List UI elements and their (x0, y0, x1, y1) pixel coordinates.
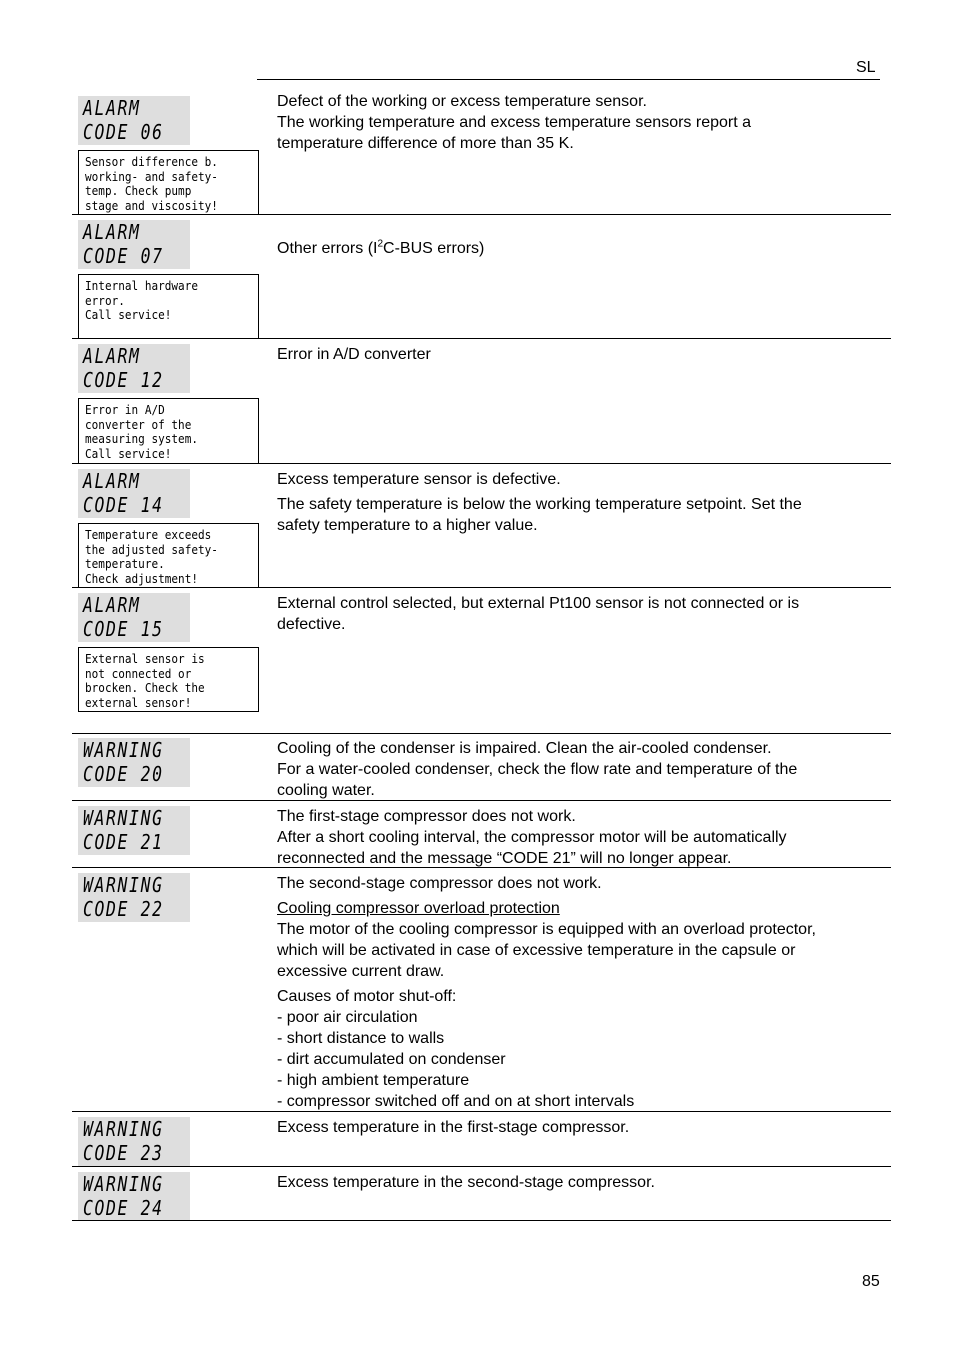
message-line: stage and viscosity! (85, 199, 218, 214)
message-line: Internal hardware (85, 279, 199, 293)
warning-description (277, 806, 877, 869)
warning-description (277, 873, 877, 1112)
lcd-display (78, 873, 190, 922)
message-line: brocken. Check the (85, 681, 205, 696)
desc-line: External control selected, but external Pt100 sensor is not connected or is (277, 595, 800, 612)
message-line: not connected or (85, 666, 192, 681)
cause-item: - high ambient temperature (277, 1072, 470, 1089)
desc-line: Cooling of the condenser is impaired. Clean the air-cooled condenser. (277, 740, 772, 757)
desc-text: C-BUS errors) (383, 240, 485, 257)
row-divider (72, 463, 891, 464)
lcd-line: CODE 15 (83, 617, 164, 641)
row-divider (72, 1220, 891, 1221)
header-rule (257, 79, 880, 80)
alarm-description (277, 593, 877, 635)
message-line: External sensor is (85, 652, 205, 666)
lcd-line: CODE 24 (83, 1196, 164, 1220)
row-divider (72, 214, 891, 215)
message-line: the adjusted safety- (85, 542, 218, 557)
desc-line: The first-stage compressor does not work. (277, 808, 576, 825)
desc-line: After a short cooling interval, the compressor motor will be automatically (277, 829, 787, 846)
lcd-line: ALARM (83, 593, 141, 617)
row-divider (72, 733, 891, 734)
lcd-line: WARNING (83, 1172, 164, 1196)
alarm-description (277, 469, 877, 536)
row-divider (72, 587, 891, 588)
alarm-description (277, 91, 877, 154)
message-line: Call service! (85, 308, 172, 323)
message-line: Check adjustment! (85, 572, 199, 587)
cause-item: - dirt accumulated on condenser (277, 1051, 506, 1068)
message-line: Sensor difference b. (85, 155, 218, 169)
desc-line: cooling water. (277, 782, 375, 799)
superscript: 2 (377, 238, 384, 250)
lcd-line: CODE 21 (83, 830, 164, 854)
message-box (78, 274, 259, 339)
desc-line: safety temperature to a higher value. (277, 517, 538, 534)
desc-line: Excess temperature sensor is defective. (277, 471, 561, 488)
message-line: Error in A/D (85, 403, 165, 417)
subheading: Cooling compressor overload protection (277, 900, 560, 917)
lcd-line: ALARM (83, 344, 141, 368)
desc-line: excessive current draw. (277, 963, 445, 980)
message-line: measuring system. (85, 432, 199, 447)
row-divider (72, 1111, 891, 1112)
lcd-display (78, 96, 190, 145)
desc-line: The working temperature and excess temperature sensors report a (277, 114, 752, 131)
message-line: error. (85, 293, 125, 308)
lcd-line: WARNING (83, 738, 164, 762)
lcd-line: ALARM (83, 220, 141, 244)
row-divider (72, 800, 891, 801)
message-line: converter of the (85, 417, 192, 432)
desc-line: The motor of the cooling compressor is equipped with an overload protector, (277, 921, 816, 938)
desc-line: which will be activated in case of excessive temperature in the capsule or (277, 942, 796, 959)
lcd-line: CODE 23 (83, 1141, 164, 1165)
lcd-line: ALARM (83, 96, 141, 120)
message-line: temp. Check pump (85, 184, 192, 199)
lcd-line: CODE 22 (83, 897, 164, 921)
message-box (78, 150, 259, 215)
row-divider (72, 867, 891, 868)
desc-text: Other errors (I (277, 240, 378, 257)
lcd-line: CODE 07 (83, 244, 164, 268)
desc-line: For a water-cooled condenser, check the flow rate and temperature of the (277, 761, 798, 778)
warning-description (277, 1117, 877, 1138)
page-number: 85 (862, 1273, 880, 1290)
message-box (78, 398, 259, 463)
cause-item: - short distance to walls (277, 1030, 445, 1047)
desc-line: Defect of the working or excess temperature sensor. (277, 93, 647, 110)
lcd-line: WARNING (83, 1117, 164, 1141)
row-divider (72, 1166, 891, 1167)
cause-item: - poor air circulation (277, 1009, 418, 1026)
lcd-line: ALARM (83, 469, 141, 493)
cause-item: - compressor switched off and on at short intervals (277, 1093, 635, 1110)
desc-line: temperature difference of more than 35 K. (277, 135, 574, 152)
message-line: working- and safety- (85, 169, 218, 184)
lcd-display (78, 1172, 190, 1221)
lcd-line: WARNING (83, 873, 164, 897)
message-line: external sensor! (85, 696, 192, 711)
desc-line: The second-stage compressor does not work. (277, 875, 602, 892)
lcd-display (78, 1117, 190, 1166)
lcd-line: WARNING (83, 806, 164, 830)
desc-line: The safety temperature is below the working temperature setpoint. Set the (277, 496, 802, 513)
message-box (78, 523, 259, 588)
message-line: Temperature exceeds (85, 528, 212, 542)
message-line: Call service! (85, 447, 172, 462)
desc-line: reconnected and the message “CODE 21” will no longer appear. (277, 850, 732, 867)
lcd-display (78, 738, 190, 787)
message-line: temperature. (85, 557, 165, 572)
causes-title: Causes of motor shut-off: (277, 988, 457, 1005)
desc-line: Excess temperature in the second-stage compressor. (277, 1174, 655, 1191)
lcd-display (78, 593, 190, 642)
lcd-display (78, 344, 190, 393)
lcd-line: CODE 20 (83, 762, 164, 786)
lcd-display (78, 806, 190, 855)
lcd-display (78, 220, 190, 269)
desc-line: Excess temperature in the first-stage compressor. (277, 1119, 630, 1136)
language-code: SL (856, 59, 876, 76)
warning-description (277, 738, 877, 801)
desc-line: Error in A/D converter (277, 346, 431, 363)
message-box (78, 647, 259, 712)
warning-description (277, 1172, 877, 1193)
lcd-display (78, 469, 190, 518)
lcd-line: CODE 14 (83, 493, 164, 517)
desc-line: defective. (277, 616, 346, 633)
lcd-line: CODE 12 (83, 368, 164, 392)
alarm-description (277, 238, 877, 259)
alarm-description (277, 344, 877, 365)
lcd-line: CODE 06 (83, 120, 164, 144)
row-divider (72, 338, 891, 339)
